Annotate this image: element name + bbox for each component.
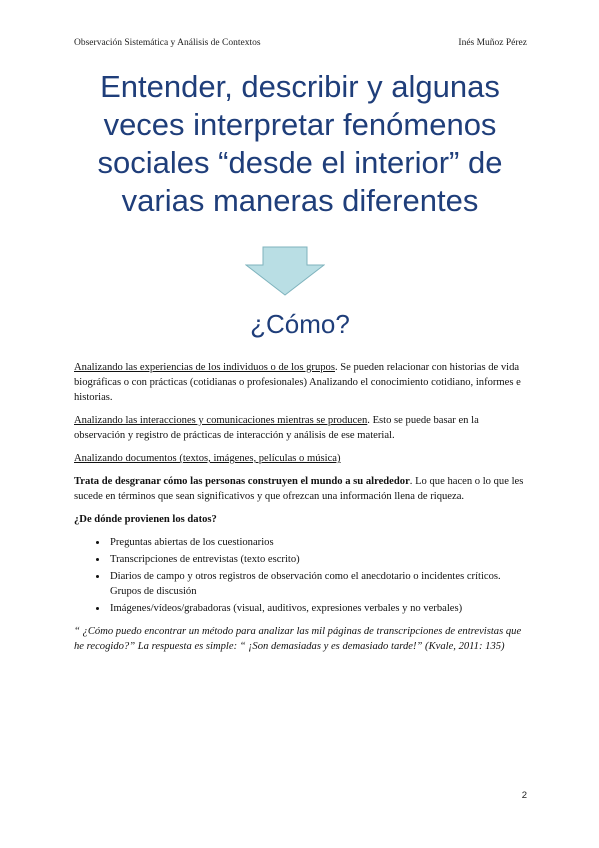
underlined-phrase: Analizando documentos (textos, imágenes, películas o música) <box>74 453 341 464</box>
down-arrow-icon <box>245 246 325 296</box>
data-heading: ¿De dónde provienen los datos? <box>74 514 217 525</box>
paragraph-interactions <box>74 413 530 443</box>
paragraph-documents <box>74 451 530 466</box>
body-text <box>74 360 530 662</box>
list-item: • Imágenes/vídeos/grabadoras (visual, auditivos, expresiones verbales y no verbales) <box>108 601 530 616</box>
running-header-title: Observación Sistemática y Análisis de Contextos <box>74 38 261 48</box>
list-item: • Diarios de campo y otros registros de observación como el anecdotario o incidentes críticos. Grupos de discusión <box>108 569 530 599</box>
underlined-phrase: Analizando las interacciones y comunicaciones mientras se producen <box>74 415 368 426</box>
running-header-author: Inés Muñoz Pérez <box>458 38 527 48</box>
como-heading: ¿Cómo? <box>250 309 350 339</box>
data-sources-list <box>74 535 530 616</box>
bold-phrase: Trata de desgranar cómo las personas construyen el mundo a su alrededor <box>74 476 410 487</box>
underlined-phrase: Analizando las experiencias de los individuos o de los grupos <box>74 362 335 373</box>
list-item: • Preguntas abiertas de los cuestionarios <box>108 535 530 550</box>
paragraph-experiences <box>74 360 530 405</box>
slide-title: Entender, describir y algunas veces interpretar fenómenos sociales “desde el interior” de varias maneras diferentes <box>97 69 503 218</box>
paragraph-text: . Se pueden relacionar con historias de vida biográficas o con prácticas (cotidianas o profesionales) Analizando el conocimiento cotidiano, informes e historias. <box>74 362 521 403</box>
list-item: • Transcripciones de entrevistas (texto escrito) <box>108 552 530 567</box>
paragraph-text: . Esto se puede basar en la observación y registro de prácticas de interacción y análisis de ese material. <box>74 415 479 441</box>
page-number: 2 <box>521 790 527 801</box>
kvale-quote: “ ¿Cómo puedo encontrar un método para analizar las mil páginas de transcripciones de entrevistas que he recogido?” La respuesta es simple: “ ¡Son demasiadas y es demasiado tarde!” (Kvale, 2011: 135) <box>74 626 522 652</box>
paragraph-text: . Lo que hacen o lo que les sucede en términos que sean significativos y que ofrezcan una información llena de riqueza. <box>74 476 524 502</box>
paragraph-world <box>74 474 530 504</box>
